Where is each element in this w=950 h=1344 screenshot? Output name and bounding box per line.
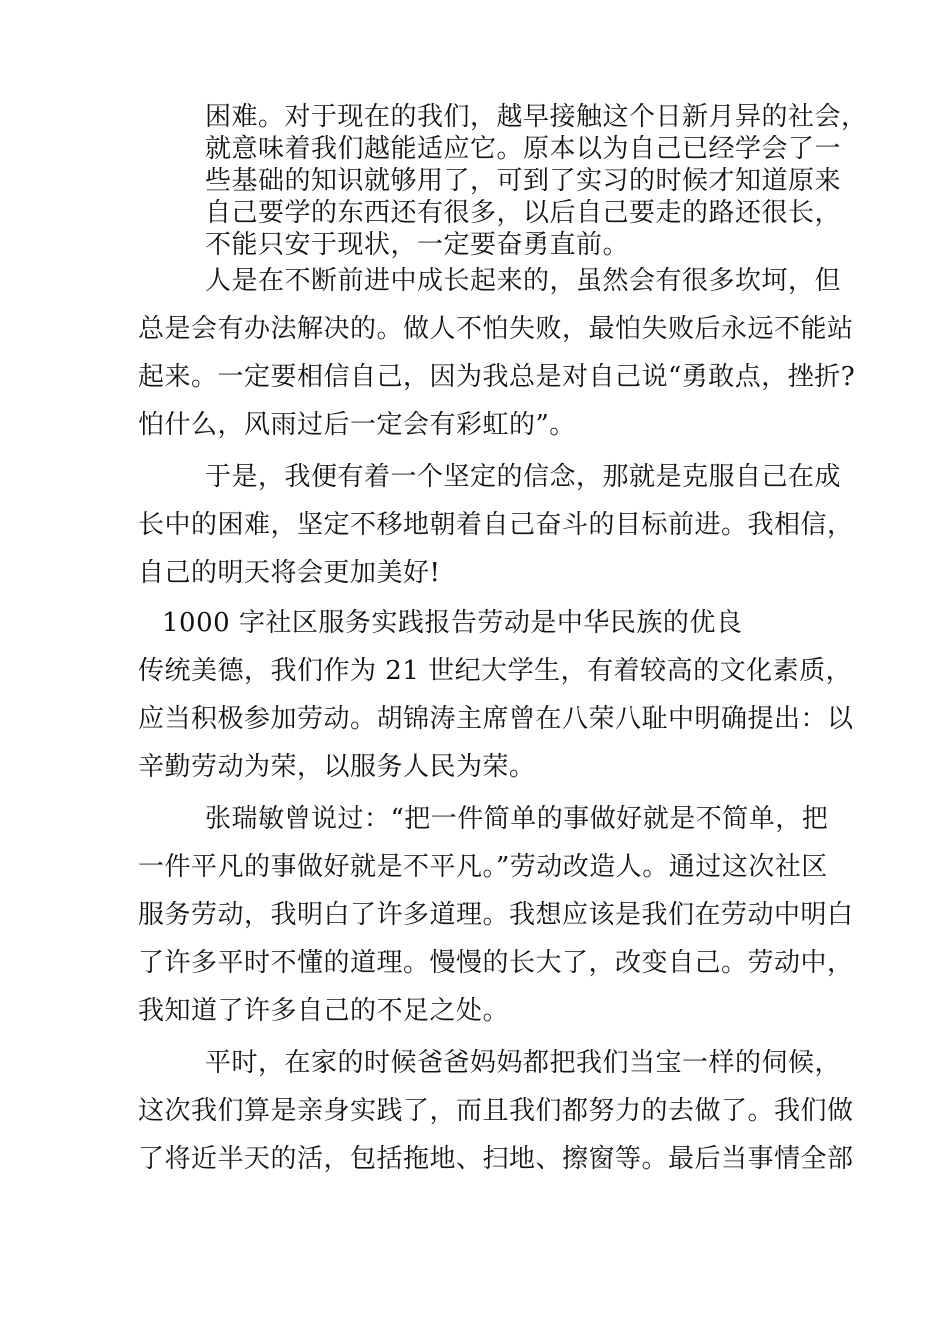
text-line: 些基础的知识就够用了，可到了实习的时候才知道原来 bbox=[205, 166, 842, 196]
text-line: 于是，我便有着一个坚定的信念，那就是克服自己在成 bbox=[205, 462, 842, 492]
text-line: 困难。对于现在的我们，越早接触这个日新月异的社会， bbox=[205, 102, 868, 132]
text-line: 长中的困难，坚定不移地朝着自己奋斗的目标前进。我相信， bbox=[138, 510, 854, 540]
text-line: 张瑞敏曾说过：“把一件简单的事做好就是不简单，把 bbox=[205, 804, 829, 834]
text-line: 起来。一定要相信自己，因为我总是对自己说“勇敢点，挫折? bbox=[138, 362, 856, 392]
text-line: 自己要学的东西还有很多，以后自己要走的路还很长， bbox=[205, 198, 842, 228]
text-line: 我知道了许多自己的不足之处。 bbox=[138, 996, 510, 1026]
text-line: 了许多平时不懂的道理。慢慢的长大了，改变自己。劳动中， bbox=[138, 948, 854, 978]
text-line: 自己的明天将会更加美好! bbox=[138, 558, 441, 588]
text-line: 传统美德，我们作为 21 世纪大学生，有着较高的文化素质， bbox=[138, 656, 853, 686]
text-line: 了将近半天的活，包括拖地、扫地、擦窗等。最后当事情全部 bbox=[138, 1144, 854, 1174]
text-line: 怕什么，风雨过后一定会有彩虹的”。 bbox=[138, 410, 576, 440]
text-line: 人是在不断前进中成长起来的，虽然会有很多坎坷，但 bbox=[205, 266, 842, 296]
text-line: 1000 字社区服务实践报告劳动是中华民族的优良 bbox=[162, 608, 743, 638]
text-line: 一件平凡的事做好就是不平凡。”劳动改造人。通过这次社区 bbox=[138, 852, 828, 882]
text-line: 这次我们算是亲身实践了，而且我们都努力的去做了。我们做 bbox=[138, 1096, 854, 1126]
text-line: 辛勤劳动为荣，以服务人民为荣。 bbox=[138, 752, 536, 782]
text-line: 应当积极参加劳动。胡锦涛主席曾在八荣八耻中明确提出：以 bbox=[138, 704, 854, 734]
text-line: 不能只安于现状，一定要奋勇直前。 bbox=[205, 230, 630, 260]
text-line: 总是会有办法解决的。做人不怕失败，最怕失败后永远不能站 bbox=[138, 314, 854, 344]
text-line: 平时，在家的时候爸爸妈妈都把我们当宝一样的伺候， bbox=[205, 1048, 842, 1078]
text-line: 服务劳动，我明白了许多道理。我想应该是我们在劳动中明白 bbox=[138, 900, 854, 930]
text-line: 就意味着我们越能适应它。原本以为自己已经学会了一 bbox=[205, 134, 842, 164]
